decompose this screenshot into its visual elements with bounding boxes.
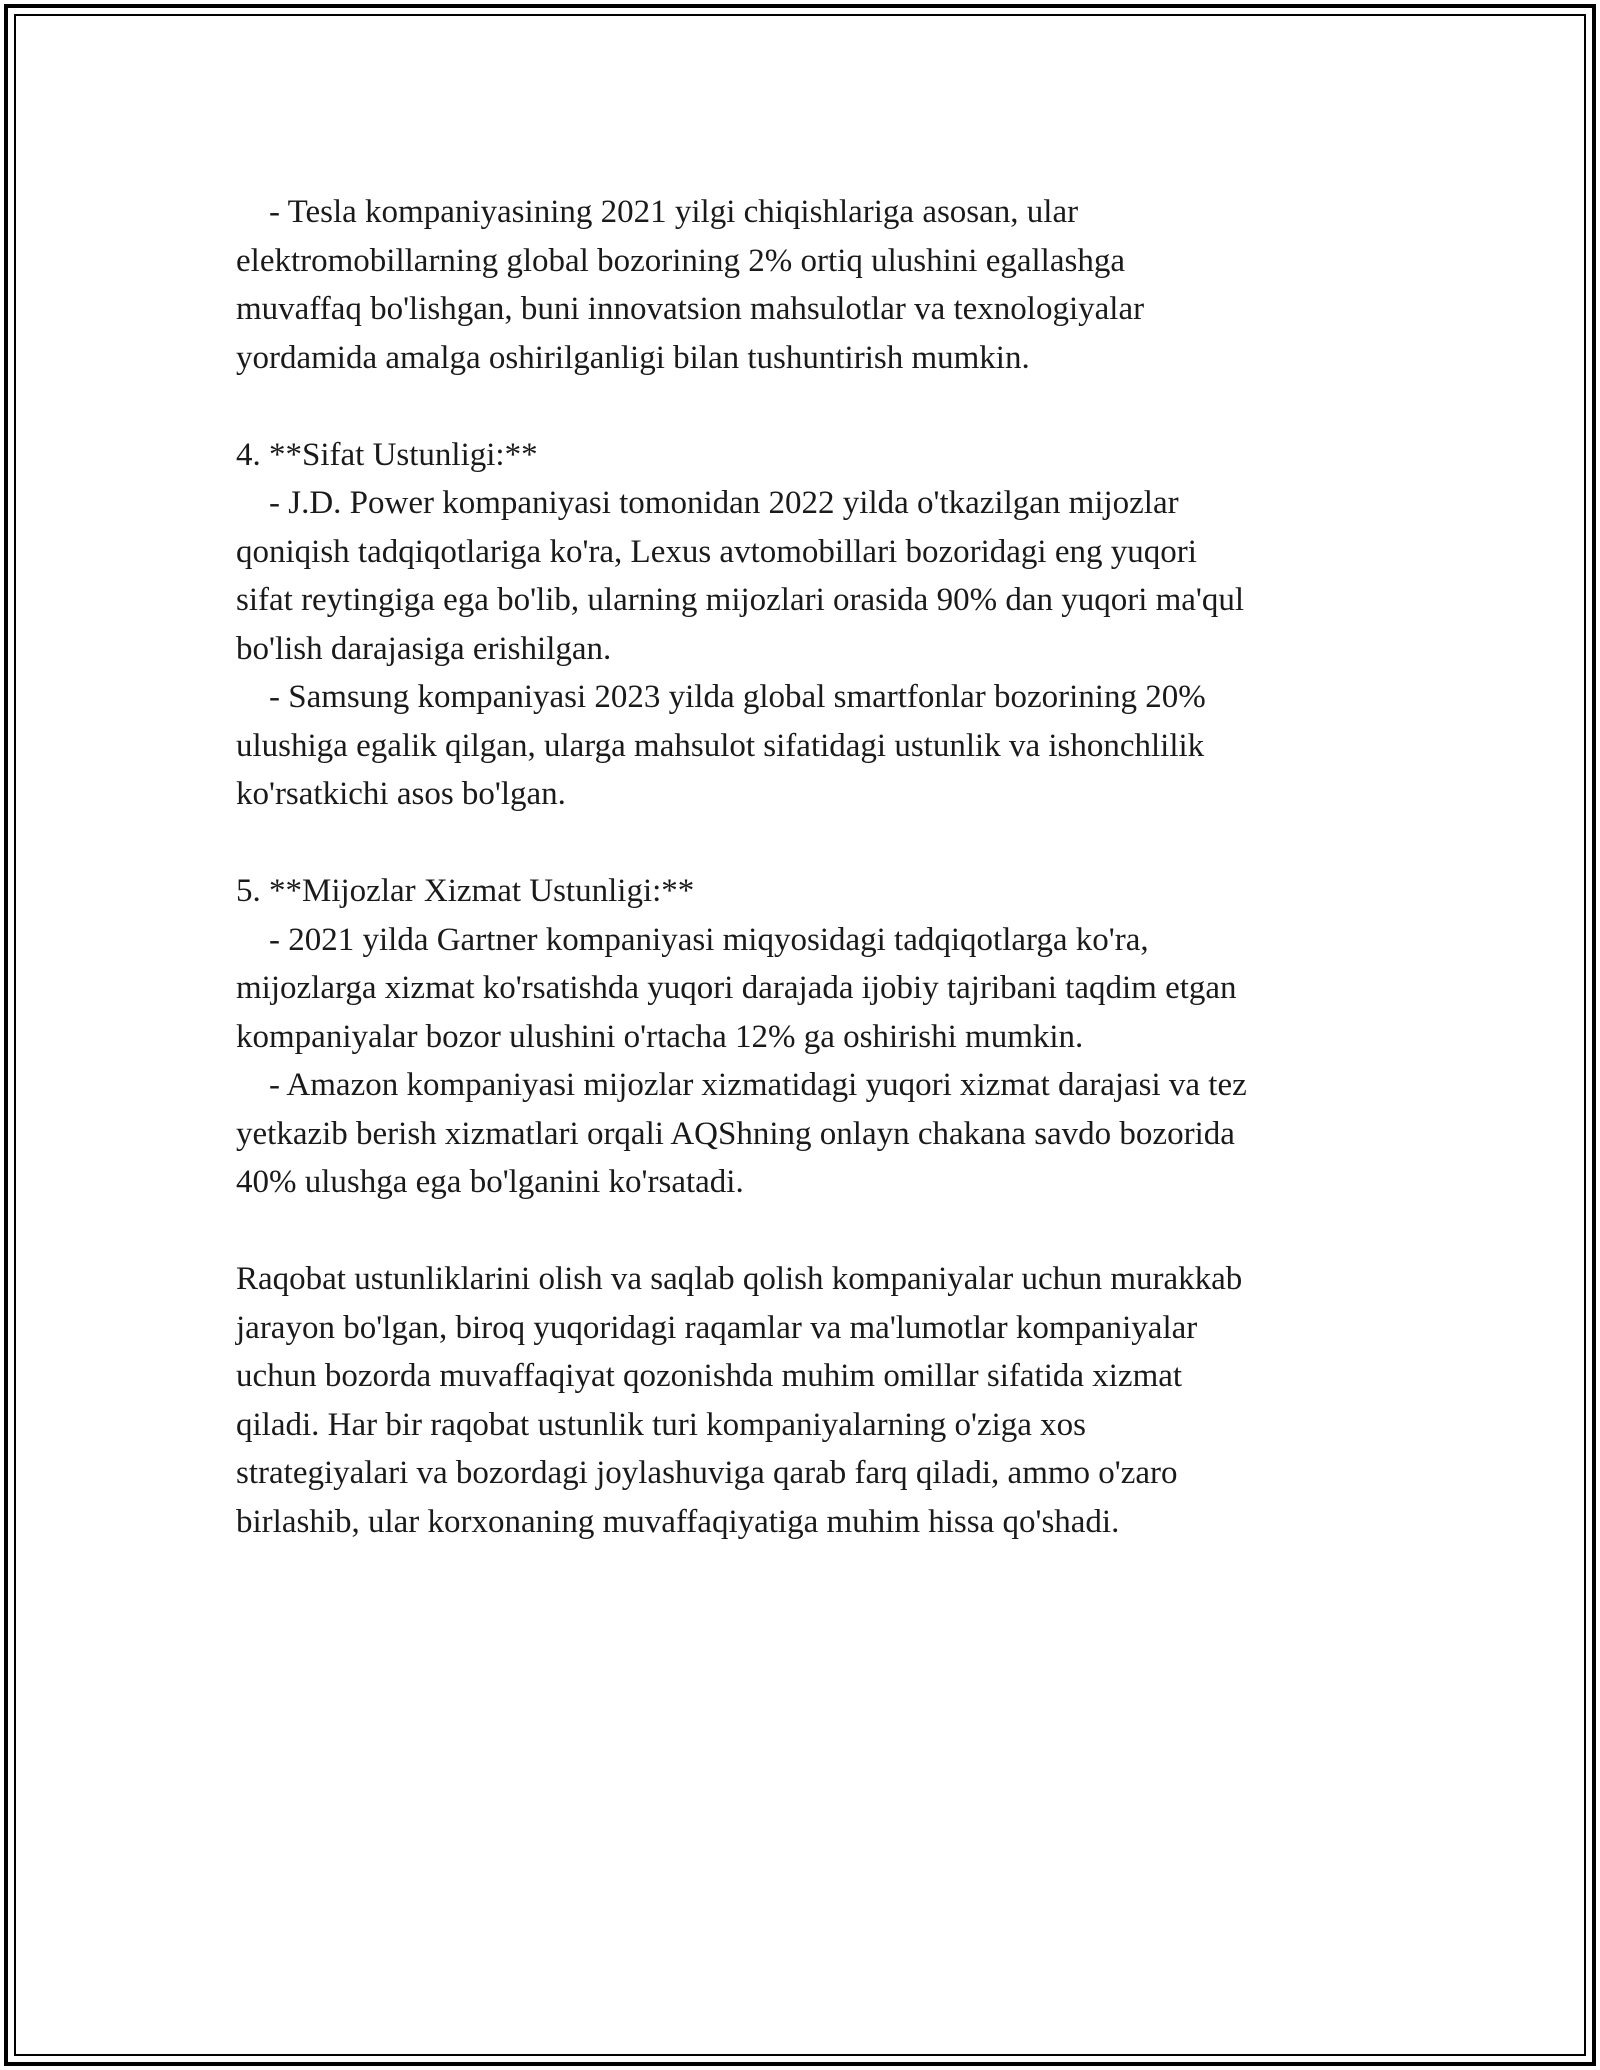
text-line: - Amazon kompaniyasi mijozlar xizmatidagi yuqori xizmat darajasi va tez xyxy=(236,1067,1247,1103)
paragraph-tesla xyxy=(236,188,1376,382)
text-line: jarayon bo'lgan, biroq yuqoridagi raqamlar va ma'lumotlar kompaniyalar xyxy=(236,1309,1198,1346)
text-line: birlashib, ular korxonaning muvaffaqiyatiga muhim hissa qo'shadi. xyxy=(236,1503,1120,1540)
section-heading: 4. **Sifat Ustunligi:** xyxy=(236,436,538,473)
text-line: strategiyalari va bozordagi joylashuviga qarab farq qiladi, ammo o'zaro xyxy=(236,1455,1178,1491)
text-line: yordamida amalga oshirilganligi bilan tushuntirish mumkin. xyxy=(236,339,1030,376)
section-mijozlar-xizmat-ustunligi xyxy=(236,867,1376,1207)
text-line: - J.D. Power kompaniyasi tomonidan 2022 yilda o'tkazilgan mijozlar xyxy=(236,485,1179,521)
text-line: uchun bozorda muvaffaqiyat qozonishda muhim omillar sifatida xizmat xyxy=(236,1358,1183,1394)
text-line: ulushiga egalik qilgan, ularga mahsulot sifatidagi ustunlik va ishonchlilik xyxy=(236,727,1205,764)
text-line: elektromobillarning global bozorining 2% ortiq ulushini egallashga xyxy=(236,242,1125,279)
text-line: yetkazib berish xizmatlari orqali AQShning onlayn chakana savdo bozorida xyxy=(236,1115,1235,1152)
text-line: bo'lish darajasiga erishilgan. xyxy=(236,630,612,667)
paragraph-gap xyxy=(236,819,1376,868)
section-sifat-ustunligi xyxy=(236,431,1376,819)
paragraph-gap xyxy=(236,382,1376,431)
text-line: qiladi. Har bir raqobat ustunlik turi kompaniyalarning o'ziga xos xyxy=(236,1406,1087,1443)
text-line: ko'rsatkichi asos bo'lgan. xyxy=(236,776,566,812)
text-line: kompaniyalar bozor ulushini o'rtacha 12% ga oshirishi mumkin. xyxy=(236,1018,1084,1055)
document-body xyxy=(236,188,1376,1546)
text-line: mijozlarga xizmat ko'rsatishda yuqori darajada ijobiy tajribani taqdim etgan xyxy=(236,970,1237,1006)
text-line: qoniqish tadqiqotlariga ko'ra, Lexus avtomobillari bozoridagi eng yuqori xyxy=(236,533,1197,570)
text-line: sifat reytingiga ega bo'lib, ularning mijozlari orasida 90% dan yuqori ma'qul xyxy=(236,582,1245,618)
text-line: muvaffaq bo'lishgan, buni innovatsion mahsulotlar va texnologiyalar xyxy=(236,291,1145,327)
text-line: - 2021 yilda Gartner kompaniyasi miqyosidagi tadqiqotlarga ko'ra, xyxy=(236,921,1149,958)
text-line: Raqobat ustunliklarini olish va saqlab qolish kompaniyalar uchun murakkab xyxy=(236,1261,1243,1297)
text-line: - Tesla kompaniyasining 2021 yilgi chiqishlariga asosan, ular xyxy=(236,194,1079,230)
section-heading: 5. **Mijozlar Xizmat Ustunligi:** xyxy=(236,873,695,909)
text-line: 40% ulushga ega bo'lganini ko'rsatadi. xyxy=(236,1164,744,1200)
paragraph-gap xyxy=(236,1207,1376,1256)
text-line: - Samsung kompaniyasi 2023 yilda global smartfonlar bozorining 20% xyxy=(236,679,1206,715)
paragraph-conclusion xyxy=(236,1255,1376,1546)
